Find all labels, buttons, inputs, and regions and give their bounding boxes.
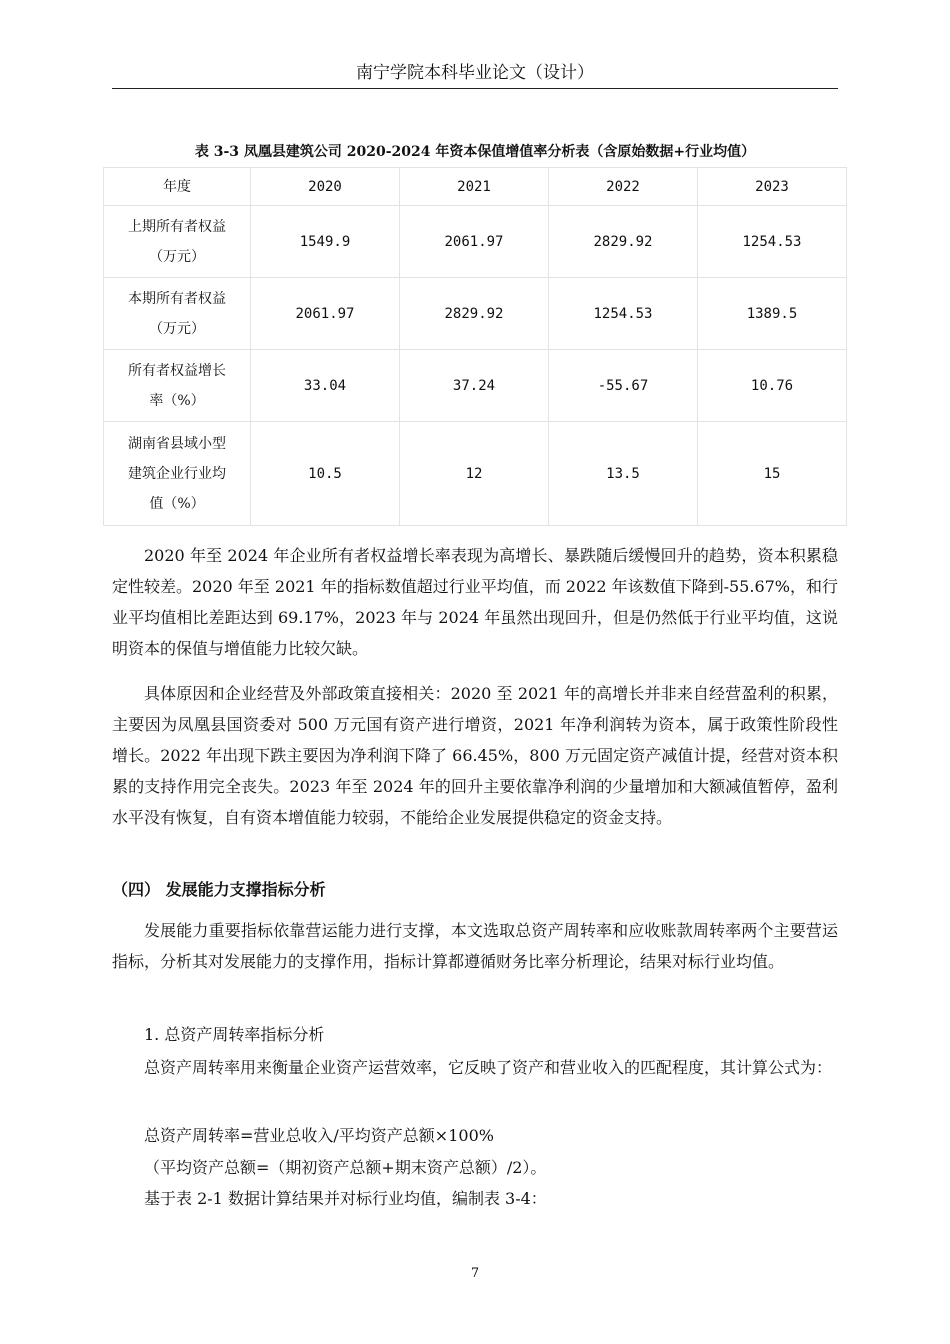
header-cell: 2022: [549, 168, 698, 206]
table-cell: 2061.97: [251, 278, 400, 350]
row-label-line: 所有者权益增长: [128, 362, 226, 379]
table-row: [104, 206, 847, 278]
table-cell: 10.5: [251, 422, 400, 526]
row-label-line: 值（%）: [149, 495, 205, 512]
header-cell: 2020: [251, 168, 400, 206]
table-cell: 12: [400, 422, 549, 526]
table-cell: 37.24: [400, 350, 549, 422]
row-label-line: 率（%）: [149, 392, 205, 409]
table-header-row: [104, 168, 847, 206]
page-number: 7: [470, 1266, 480, 1281]
row-label-line: （万元）: [149, 248, 205, 265]
table-row: [104, 350, 847, 422]
row-label-line: 上期所有者权益: [128, 218, 226, 235]
row-label-line: （万元）: [149, 320, 205, 337]
formula-note: （平均资产总额=（期初资产总额+期末资产总额）/2）。: [144, 1158, 547, 1177]
paragraph: 基于表 2-1 数据计算结果并对标行业均值，编制表 3-4：: [144, 1189, 547, 1208]
header-cell: 2021: [400, 168, 549, 206]
table-cell: 1254.53: [698, 206, 847, 278]
paragraph: 2020 年至 2024 年企业所有者权益增长率表现为高增长、暴跌随后缓慢回升的趋势，资本积累稳定性较差。2020 年至 2021 年的指标数值超过行业平均值，而 2022 年该数值下降到-55.67%，和行业平均值相比差距达到 69.17%，2023 年与 2024 年虽然出现回升，但是仍然低于行业平均值，这说明资本的保值与增值能力比较欠缺。: [112, 546, 839, 658]
table-row: [104, 422, 847, 526]
table-cell: 1389.5: [698, 278, 847, 350]
subsection-heading: 1. 总资产周转率指标分析: [144, 1025, 325, 1044]
table-cell: 1549.9: [251, 206, 400, 278]
table-cell: 33.04: [251, 350, 400, 422]
section-heading: （四） 发展能力支撑指标分析: [112, 880, 326, 899]
row-label: [104, 206, 251, 278]
table-cell: 15: [698, 422, 847, 526]
formula: 总资产周转率=营业总收入/平均资产总额×100%: [144, 1126, 494, 1145]
paragraph: 具体原因和企业经营及外部政策直接相关：2020 至 2021 年的高增长并非来自经营盈利的积累，主要因为凤凰县国资委对 500 万元国有资产进行增资，2021 年净利润转为资本，属于政策性阶段性增长。2022 年出现下跌主要因为净利润下降了 66.45%，800 万元固定资产减值计提，经营对资本积累的支持作用完全丧失。2023 年至 2024 年的回升主要依靠净利润的少量增加和大额减值暂停，盈利水平没有恢复，自有资本增值能力较弱，不能给企业发展提供稳定的资金支持。: [112, 684, 838, 827]
table-cell: 10.76: [698, 350, 847, 422]
row-label-line: 建筑企业行业均: [128, 465, 226, 482]
paragraph: 发展能力重要指标依靠营运能力进行支撑，本文选取总资产周转率和应收账款周转率两个主要营运指标，分析其对发展能力的支撑作用，指标计算都遵循财务比率分析理论，结果对标行业均值。: [112, 921, 838, 971]
table-cell: 2829.92: [549, 206, 698, 278]
table-caption: 表 3-3 凤凰县建筑公司 2020-2024 年资本保值增值率分析表（含原始数据+行业均值）: [194, 144, 756, 160]
header-cell-year: 年度: [104, 168, 251, 206]
header-cell: 2023: [698, 168, 847, 206]
row-label-line: 湖南省县域小型: [128, 435, 226, 452]
table-cell: 2829.92: [400, 278, 549, 350]
row-label-line: 本期所有者权益: [128, 290, 226, 307]
row-label: [104, 278, 251, 350]
capital-preservation-table: [103, 167, 847, 526]
page-header: 南宁学院本科毕业论文（设计）: [112, 58, 838, 89]
paragraph: 总资产周转率用来衡量企业资产运营效率，它反映了资产和营业收入的匹配程度，其计算公式为：: [144, 1058, 833, 1077]
row-label: [104, 350, 251, 422]
table-row: [104, 278, 847, 350]
table-cell: 13.5: [549, 422, 698, 526]
table-cell: 2061.97: [400, 206, 549, 278]
table-cell: 1254.53: [549, 278, 698, 350]
row-label: [104, 422, 251, 526]
table-cell: -55.67: [549, 350, 698, 422]
